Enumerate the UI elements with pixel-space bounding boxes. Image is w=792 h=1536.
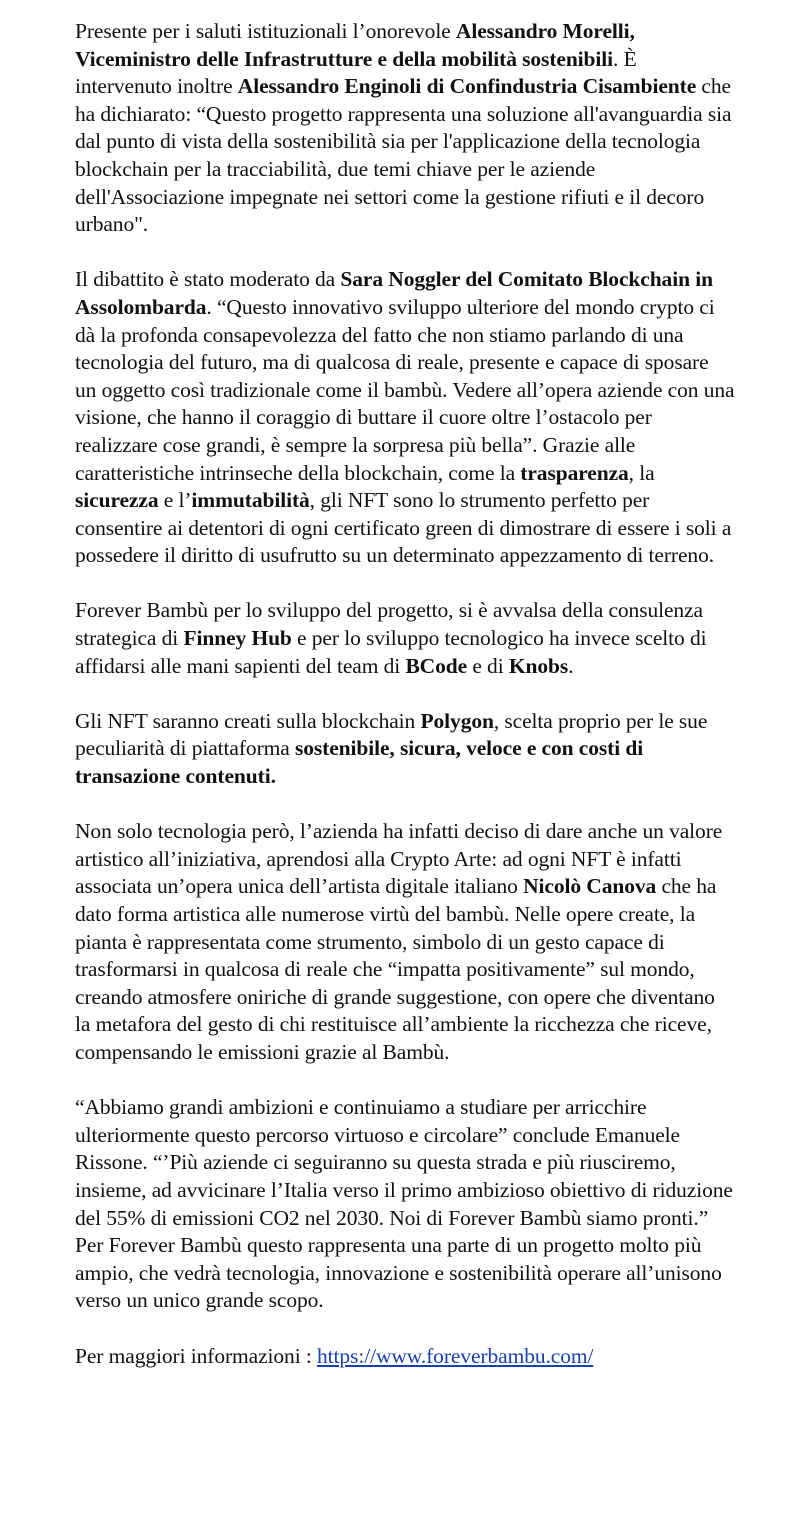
bold-run: sicurezza xyxy=(75,488,159,513)
text-run: , la xyxy=(628,460,655,485)
paragraph-dibattito xyxy=(75,266,735,570)
bold-run: sostenibile, sicura, veloce e con costi di transazione contenuti. xyxy=(75,736,644,789)
text-run: che ha dato forma artistica alle numerose virtù del bambù. Nelle opere create, la pianta è rappresentata come strumento, simbolo di un gesto capace di trasformarsi in qualcosa di reale che “impatta positivamente” sul mondo, creando atmosfere oniriche di grande suggestione, con opere che diventano la metafora del gesto di chi restituisce all’ambiente la ricchezza che riceve, compensando le emissioni grazie al Bambù. xyxy=(75,874,717,1064)
text-run: Gli NFT saranno creati sulla blockchain xyxy=(75,708,421,733)
footer-info xyxy=(75,1343,735,1371)
text-run: , scelta proprio per le sue peculiarità di piattaforma xyxy=(75,708,708,761)
bold-run: Alessandro Morelli, Viceministro delle Infrastrutture e della mobilità sostenibili xyxy=(75,19,635,71)
bold-run: Knobs xyxy=(508,653,569,678)
text-run: e di xyxy=(467,653,509,678)
bold-run: BCode xyxy=(405,653,468,678)
paragraph-crypto-arte xyxy=(75,818,735,1066)
text-run: Non solo tecnologia però, l’azienda ha infatti deciso di dare anche un valore artistico all’iniziativa, aprendosi alla Crypto Arte: ad ogni NFT è infatti associata un’opera unica dell’artista digitale italiano xyxy=(75,819,723,899)
bold-run: trasparenza xyxy=(520,460,629,485)
bold-run: Nicolò Canova xyxy=(523,874,657,899)
bold-run: Alessandro Enginoli di Confindustria Cisambiente xyxy=(237,74,697,99)
text-run: Il dibattito è stato moderato da xyxy=(75,267,341,292)
text-run: che ha dichiarato: “Questo progetto rappresenta una soluzione all'avanguardia sia dal punto di vista della sostenibilità sia per l'applicazione della tecnologia blockchain per la tracciabilità, due temi chiave per le aziende dell'Associazione impegnate nei settori come la gestione rifiuti e il decoro urbano". xyxy=(75,74,732,237)
website-link[interactable]: https://www.foreverbambu.com/ xyxy=(317,1343,594,1368)
text-run: “Abbiamo grandi ambizioni e continuiamo a studiare per arricchire ulteriormente questo percorso virtuoso e circolare” conclude Emanuele Rissone. “’Più aziende ci seguiranno su questa strada e più riusciremo, insieme, ad avvicinare l’Italia verso il primo ambizioso obiettivo di riduzione del 55% di emissioni CO2 nel 2030. Noi di Forever Bambù siamo pronti.” Per Forever Bambù questo rappresenta una parte di un progetto molto più ampio, che vedrà tecnologia, innovazione e sostenibilità operare all’unisono verso un unico grande scopo. xyxy=(75,1095,733,1313)
bold-run: Finney Hub xyxy=(183,626,292,651)
text-run: Presente per i saluti istituzionali l’onorevole xyxy=(75,19,456,43)
bold-run: immutabilità xyxy=(191,488,310,513)
paragraph-polygon xyxy=(75,708,735,791)
bold-run: Sara Noggler del Comitato Blockchain in Assolombarda xyxy=(75,267,713,319)
text-run: . È intervenuto inoltre xyxy=(75,46,637,99)
paragraph-saluti xyxy=(75,18,735,239)
footer-label: Per maggiori informazioni : xyxy=(75,1343,318,1368)
text-run: Forever Bambù per lo sviluppo del progetto, si è avvalsa della consulenza strategica di xyxy=(75,598,703,651)
text-run: , gli NFT sono lo strumento perfetto per consentire ai detentori di ogni certificato green di dimostrare di essere i soli a possedere il diritto di usufrutto su un determinato appezzamento di terreno. xyxy=(75,488,732,568)
text-run: e per lo sviluppo tecnologico ha invece scelto di affidarsi alle mani sapienti del team di xyxy=(75,626,707,678)
text-run: e l’ xyxy=(158,488,192,513)
text-run: . “Questo innovativo sviluppo ulteriore del mondo crypto ci dà la profonda consapevolezza del fatto che non stiamo parlando di una tecnologia del futuro, ma di qualcosa di reale, presente e capace di sposare un oggetto così tradizionale come il bambù. Vedere all’opera aziende con una visione, che hanno il coraggio di buttare il cuore oltre l’ostacolo per realizzare cose grandi, è sempre la sorpresa più bella”. Grazie alle caratteristiche intrinseche della blockchain, come la xyxy=(75,294,735,485)
bold-run: Polygon xyxy=(420,708,494,733)
paragraph-conclusione xyxy=(75,1094,735,1315)
paragraph-sviluppo xyxy=(75,597,735,680)
text-run: . xyxy=(568,653,574,678)
document-body xyxy=(75,18,735,1370)
